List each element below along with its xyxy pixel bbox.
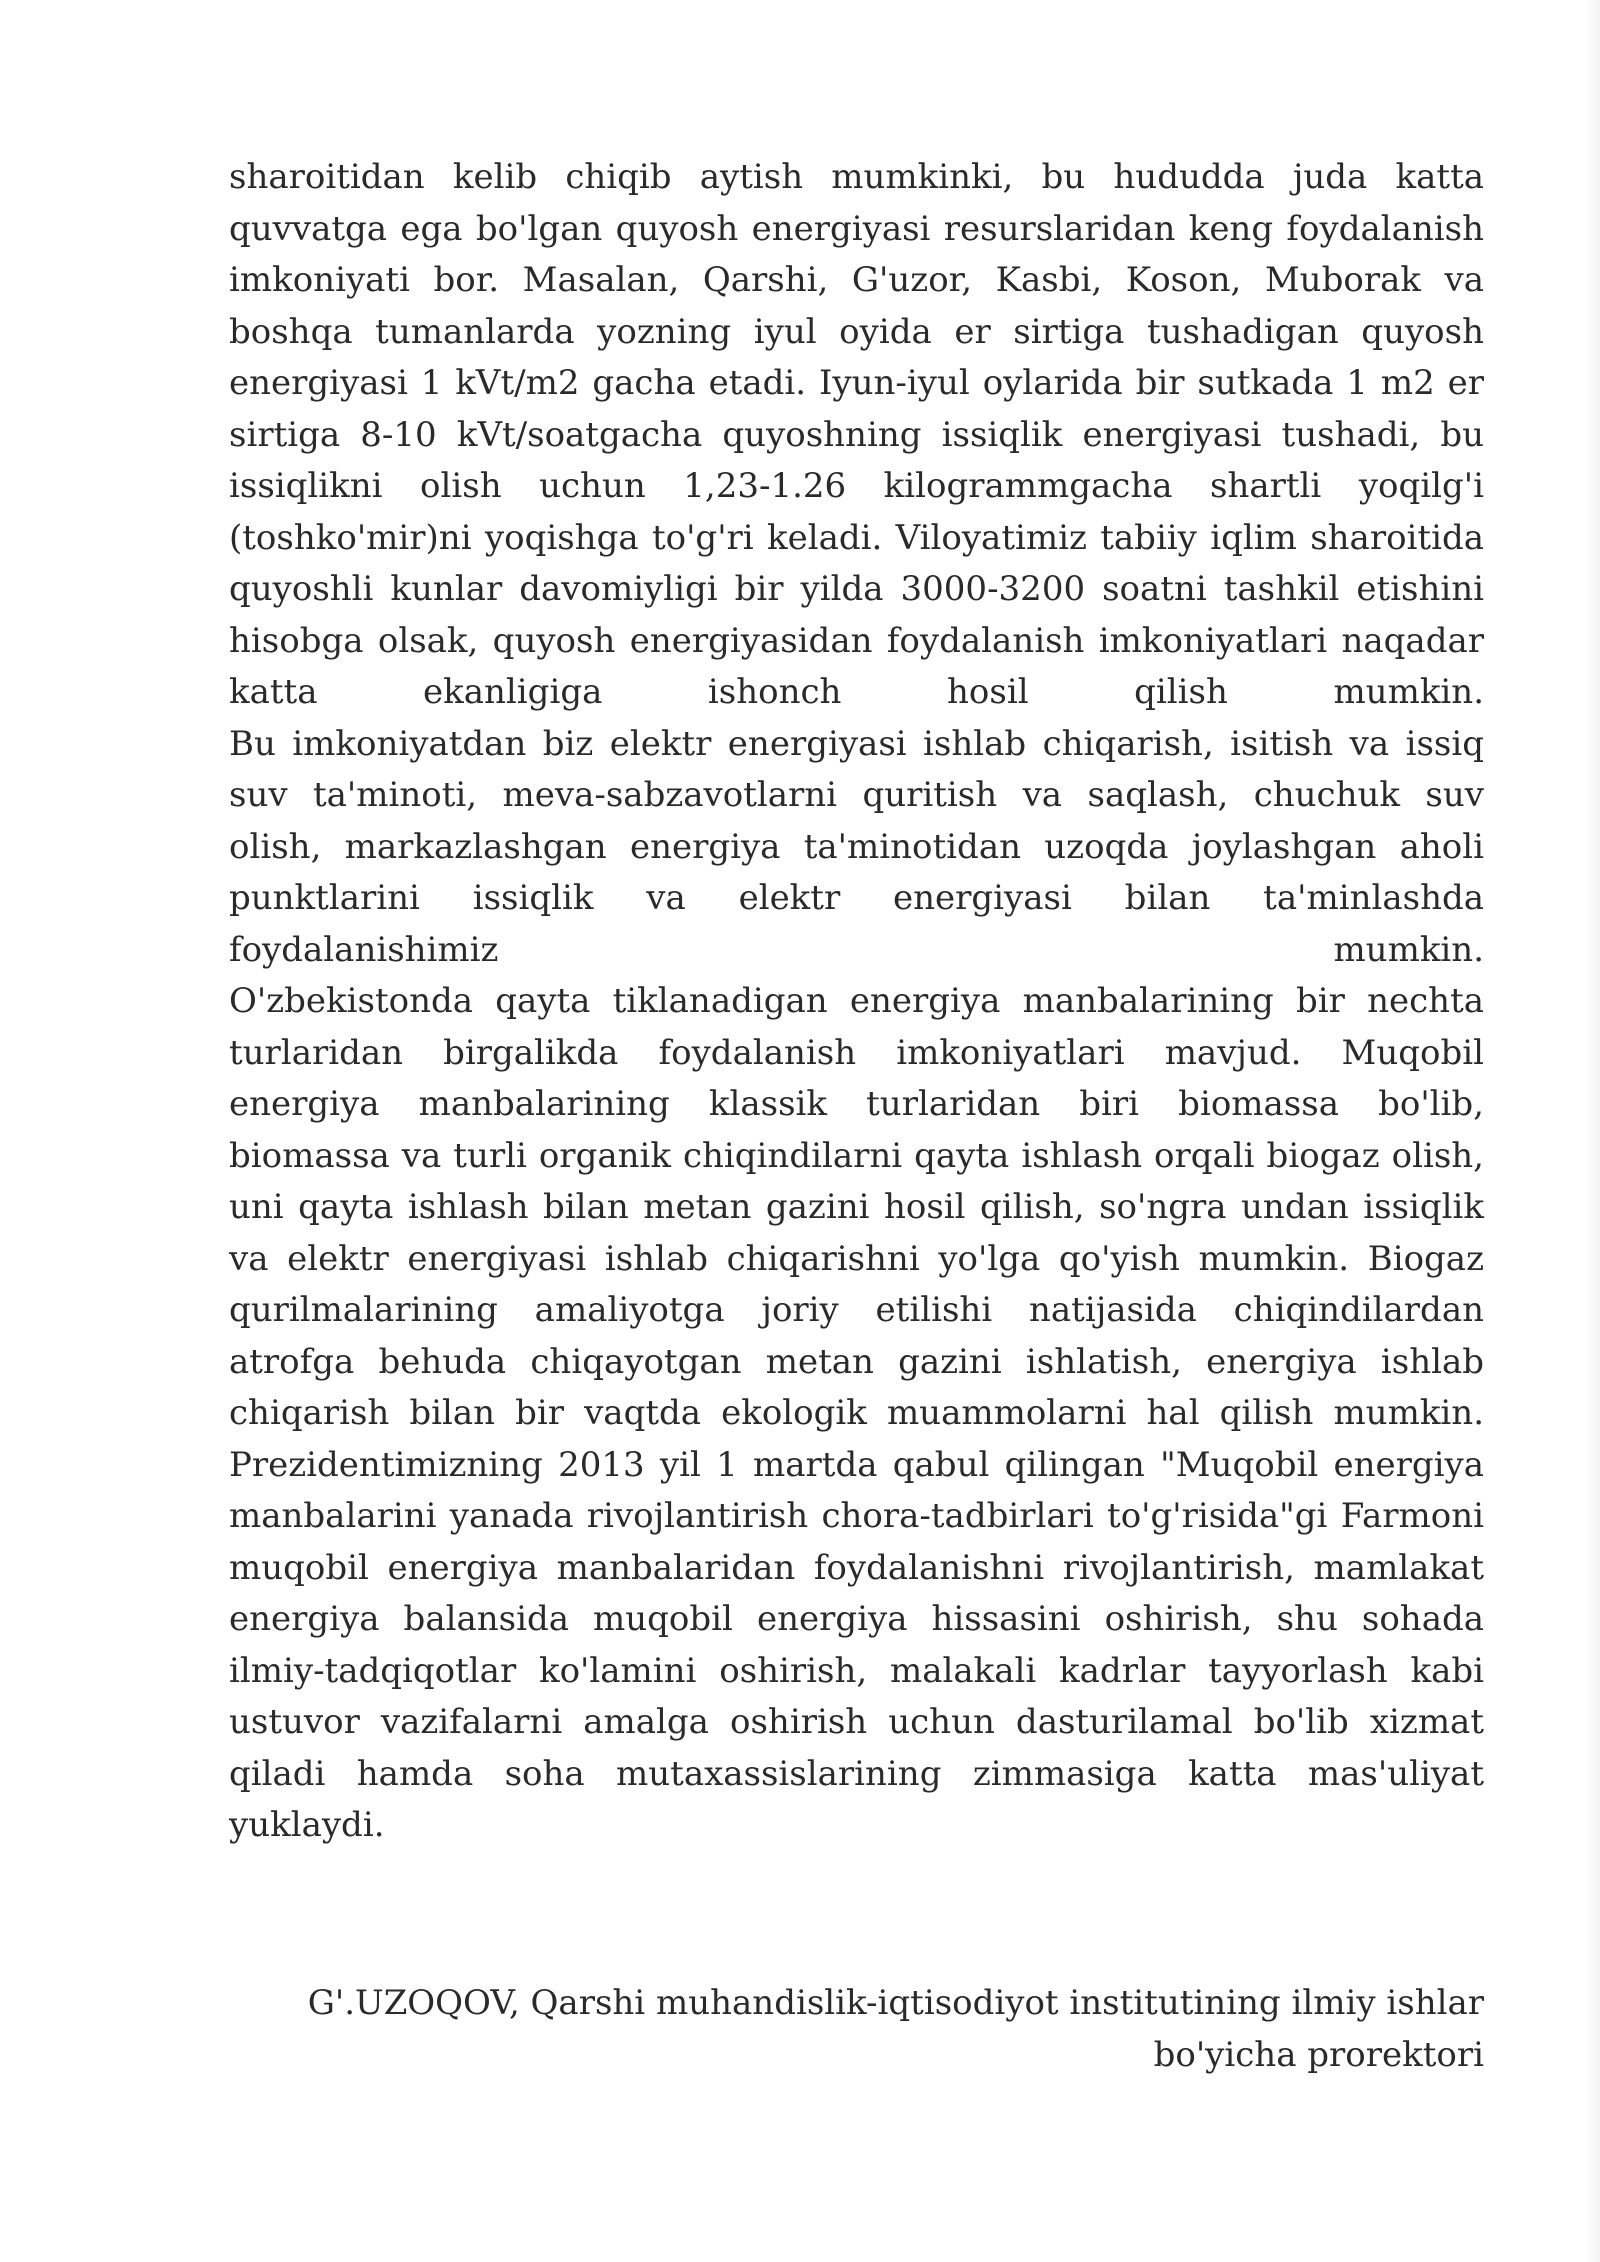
paragraph-solar-resources: sharoitidan kelib chiqib aytish mumkinki, bu hududda juda katta quvvatga ega bo'lgan quyosh energiyasi resurslaridan keng foydalanish imkoniyati bor. Masalan, Qarshi, G'uzor, Kasbi, Koson, Muborak va boshqa tumanlarda yozning iyul oyida er sirtiga tushadigan quyosh energiyasi 1 kVt/m2 gacha etadi. Iyun-iyul oylarida bir sutkada 1 m2 er sirtiga 8-10 kVt/soatgacha quyoshning issiqlik energiyasi tushadi, bu issiqlikni olish uchun 1,23-1.26 kilogrammgacha shartli yoqilg'i (toshko'mir)ni yoqishga to'g'ri keladi. Viloyatimiz tabiiy iqlim sharoitida quyoshli kunlar davomiyligi bir yilda 3000-3200 soatni tashkil etishini hisobga olsak, quyosh energiyasidan foydalanish imkoniyatlari naqadar katta ekanligiga ishonch hosil qilish mumkin.: [229, 157, 1484, 712]
paragraph-biomass: O'zbekistonda qayta tiklanadigan energiya manbalarining bir nechta turlaridan birgalikda foydalanish imkoniyatlari mavjud. Muqobil energiya manbalarining klassik turlaridan biri biomassa bo'lib, biomassa va turli organik chiqindilarni qayta ishlash orqali biogaz olish, uni qayta ishlash bilan metan gazini hosil qilish, so'ngra undan issiqlik va elektr energiyasi ishlab chiqarishni yo'lga qo'yish mumkin. Biogaz qurilmalarining amaliyotga joriy etilishi natijasida chiqindilardan atrofga behuda chiqayotgan metan gazini ishlatish, energiya ishlab chiqarish bilan bir vaqtda ekologik muammolarni hal qilish mumkin.: [229, 981, 1484, 1433]
paragraph-presidential-decree: Prezidentimizning 2013 yil 1 martda qabul qilingan "Muqobil energiya manbalarini yanada rivojlantirish chora-tadbirlari to'g'risida"gi Farmoni muqobil energiya manbalaridan foydalanishni rivojlantirish, mamlakat energiya balansida muqobil energiya hissasini oshirish, shu sohada ilmiy-tadqiqotlar ko'lamini oshirish, malakali kadrlar tayyorlash kabi ustuvor vazifalarni amalga oshirish uchun dasturilamal bo'lib xizmat qiladi hamda soha mutaxassislarining zimmasiga katta mas'uliyat yuklaydi.: [229, 1444, 1484, 1845]
paragraph-applications: Bu imkoniyatdan biz elektr energiyasi ishlab chiqarish, isitish va issiq suv ta'minoti, meva-sabzavotlarni quritish va saqlash, chuchuk suv olish, markazlashgan energiya ta'minotidan uzoqda joylashgan aholi punktlarini issiqlik va elektr energiyasi bilan ta'minlashda foydalanishimiz mumkin.: [229, 723, 1484, 970]
signature-line-author: G'.UZOQOV, Qarshi muhandislik-iqtisodiyot institutining ilmiy ishlar: [307, 1983, 1484, 2023]
page-edge-shadow: [1586, 0, 1600, 2262]
author-signature: [229, 1978, 1484, 2081]
signature-line-position: bo'yicha prorektori: [1153, 2034, 1484, 2075]
article-body: [229, 152, 1484, 1852]
